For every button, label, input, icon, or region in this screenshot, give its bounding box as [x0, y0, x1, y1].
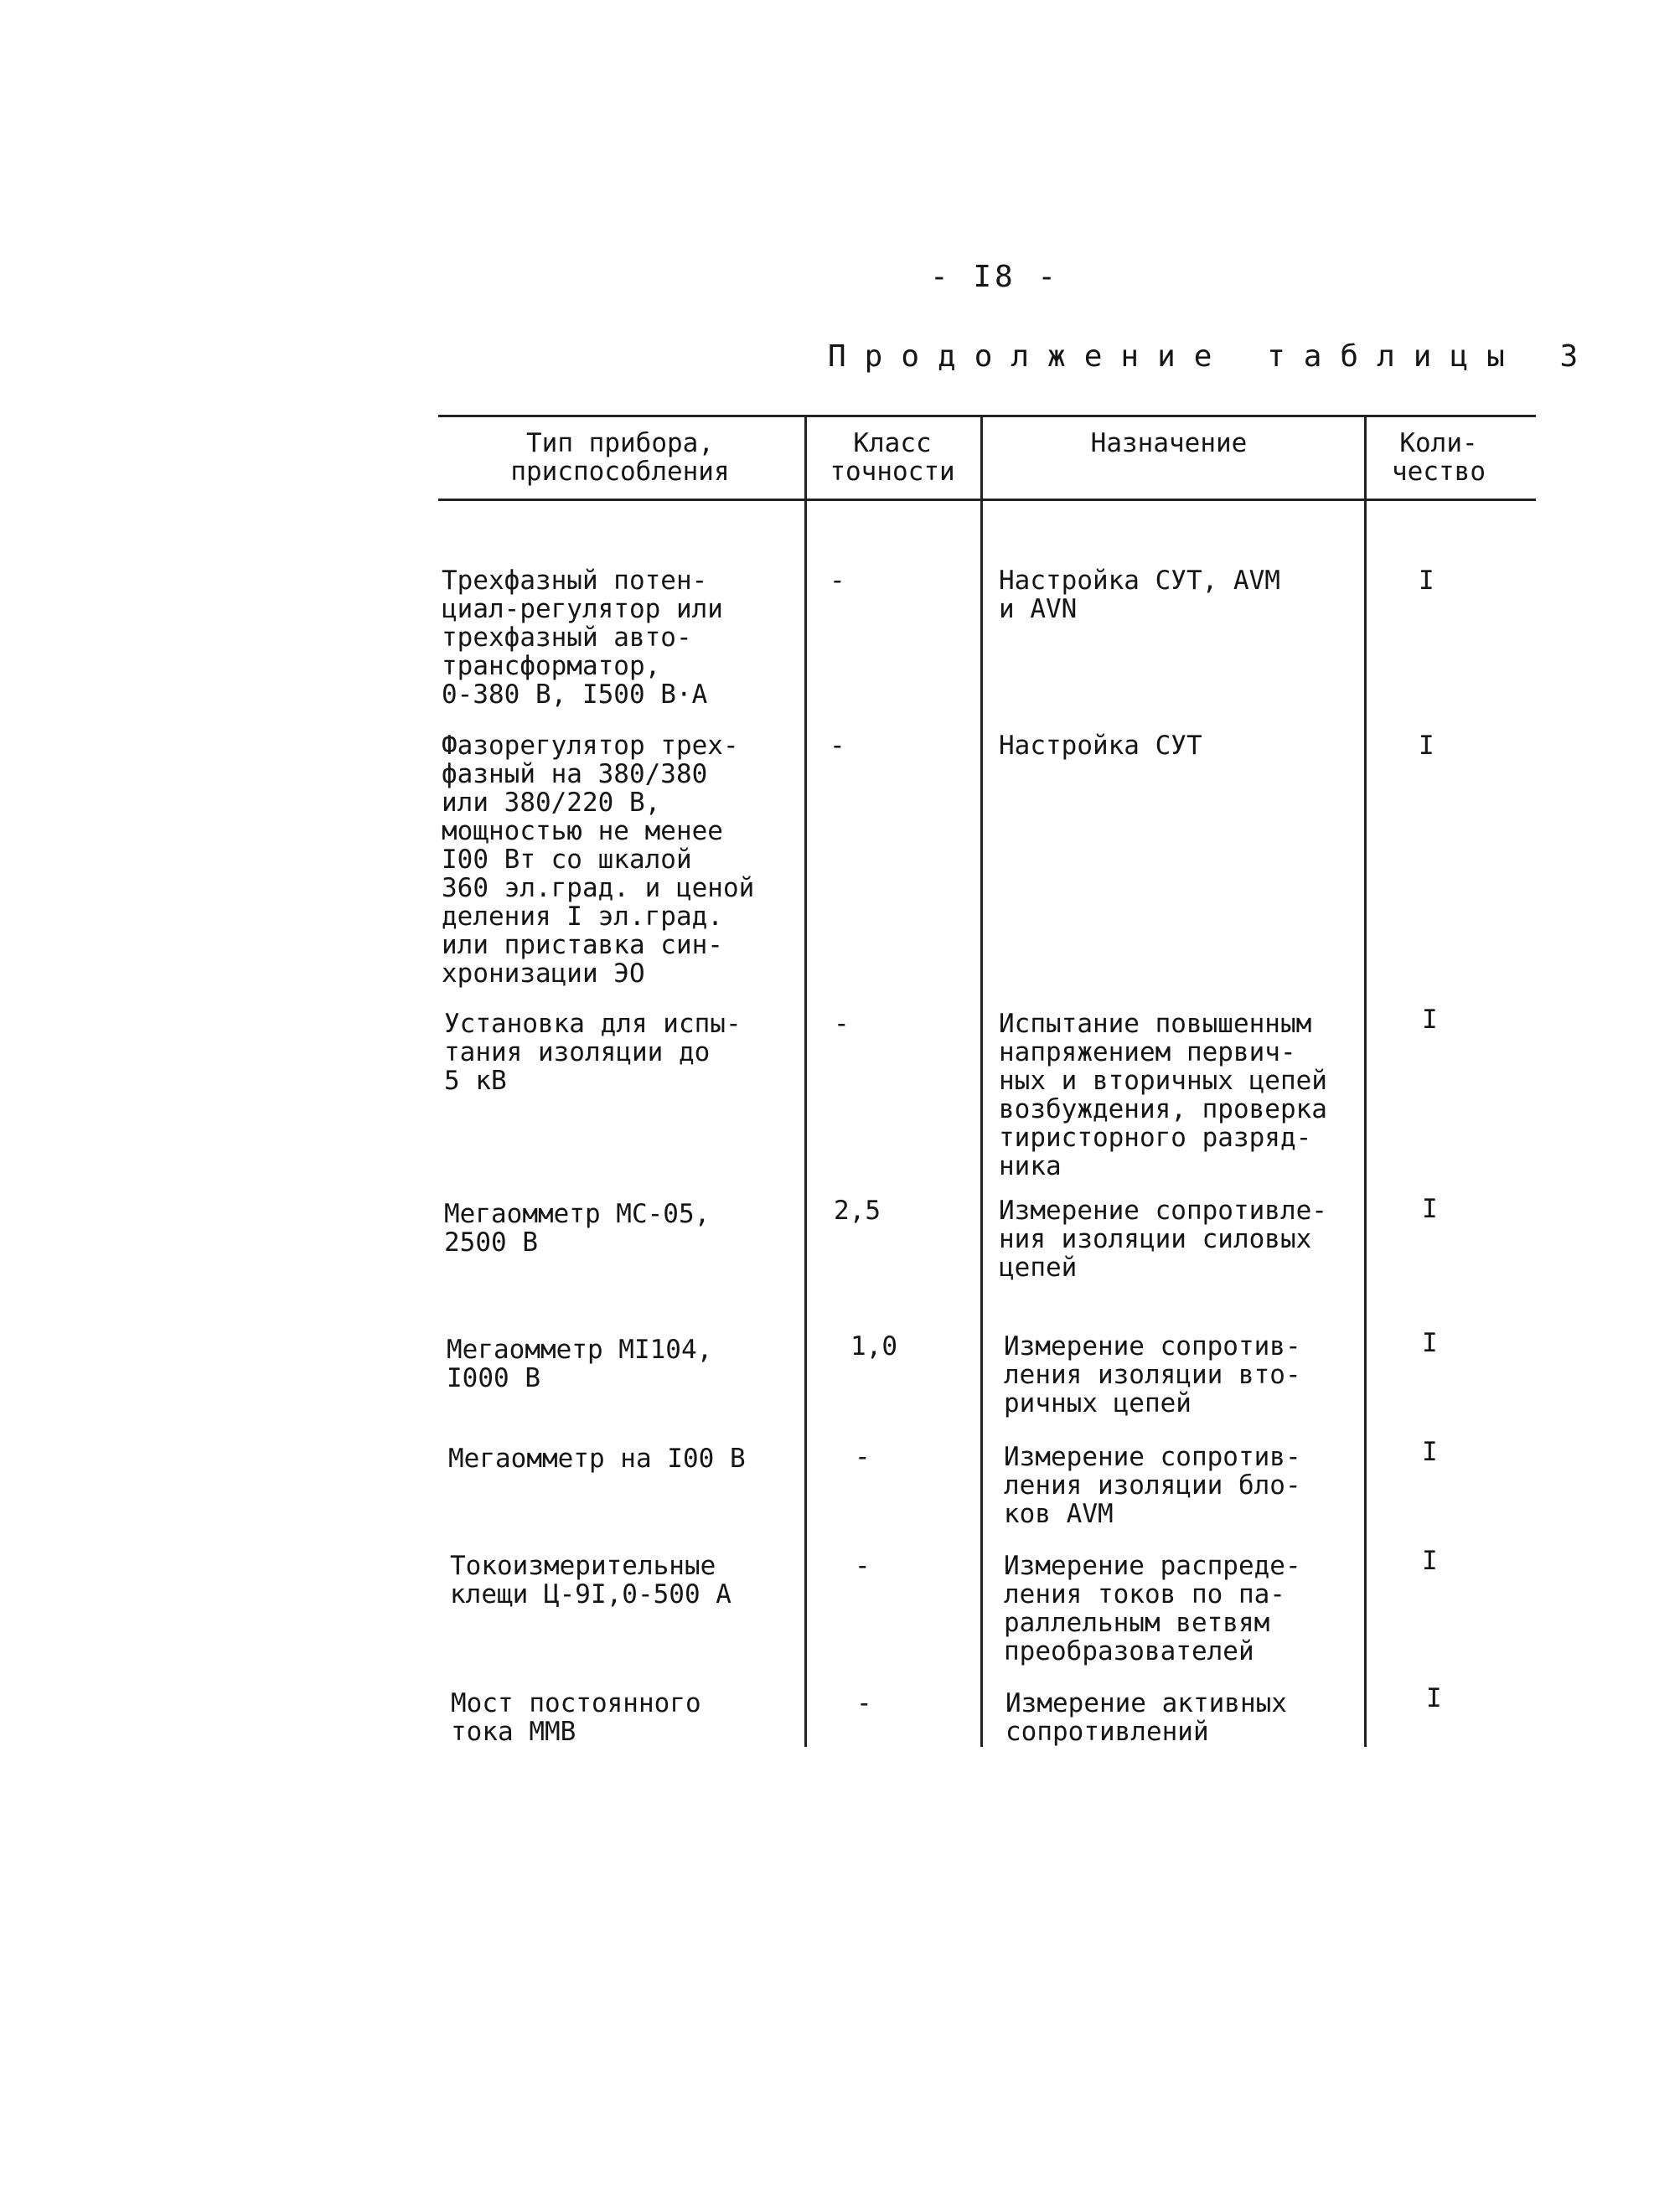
row-6-type: Мегаомметр на I00 В — [448, 1444, 746, 1474]
page-number: - I8 - — [930, 260, 1060, 294]
row-1-purpose: Настройка СУТ, АVМ и АVN — [999, 566, 1280, 624]
row-7-type: Токоизмерительные клещи Ц-9I,0-500 А — [450, 1551, 731, 1610]
row-2-accuracy: - — [830, 731, 845, 761]
row-7-accuracy: - — [855, 1551, 871, 1581]
row-5-accuracy: 1,0 — [850, 1331, 897, 1362]
row-5-type: Мегаомметр МI104, I000 В — [447, 1335, 713, 1393]
row-8-quantity: I — [1426, 1683, 1442, 1713]
row-5-quantity: I — [1422, 1328, 1438, 1358]
row-3-type: Установка для испы- тания изоляции до 5 кВ — [444, 1009, 742, 1096]
table-header-rule — [438, 499, 1536, 501]
row-4-quantity: I — [1422, 1194, 1438, 1224]
row-2-quantity: I — [1419, 731, 1434, 761]
row-4-purpose: Измерение сопротивле- ния изоляции силовых цепей — [999, 1196, 1327, 1283]
row-5-purpose: Измерение сопротив- ления изоляции вто- ричных цепей — [1004, 1331, 1301, 1418]
row-3-purpose: Испытание повышенным напряжением первич- ных и вторичных цепей возбуждения, проверка тиристорного разряд- ника — [999, 1009, 1327, 1181]
header-purpose: Назначение — [1090, 428, 1248, 458]
row-8-purpose: Измерение активных сопротивлений — [1005, 1688, 1287, 1747]
header-accuracy: Класс точности — [830, 428, 955, 487]
header-quantity: Коли- чество — [1392, 428, 1486, 487]
row-7-quantity: I — [1422, 1546, 1438, 1576]
row-2-purpose: Настройка СУТ — [999, 731, 1202, 761]
row-4-accuracy: 2,5 — [834, 1196, 881, 1226]
row-6-accuracy: - — [855, 1442, 871, 1472]
header-type: Тип прибора, приспособления — [510, 428, 730, 487]
row-4-type: Мегаомметр МС-05, 2500 В — [444, 1199, 711, 1258]
row-8-accuracy: - — [856, 1688, 872, 1718]
row-8-type: Мост постоянного тока ММВ — [451, 1688, 701, 1747]
row-3-accuracy: - — [834, 1009, 850, 1039]
column-divider-3 — [1364, 416, 1367, 1747]
row-7-purpose: Измерение распреде- ления токов по па- раллельным ветвям преобразователей — [1004, 1551, 1301, 1666]
row-3-quantity: I — [1422, 1005, 1438, 1035]
column-divider-1 — [804, 416, 807, 1747]
row-1-accuracy: - — [830, 566, 845, 596]
row-2-type: Фазорегулятор трех- фазный на 380/380 или 380/220 В, мощностью не менее I00 Вт со шкалой 360 эл.град. и ценой деления I эл.град. или приставка син- хронизации ЭО — [442, 731, 755, 989]
row-6-quantity: I — [1422, 1437, 1438, 1467]
row-1-quantity: I — [1419, 566, 1434, 596]
row-6-purpose: Измерение сопротив- ления изоляции бло- ков АVМ — [1004, 1442, 1301, 1529]
row-1-type: Трехфазный потен- циал-регулятор или трехфазный авто- трансформатор, 0-380 В, I500 В·А — [442, 566, 723, 710]
table-caption: Продолжение таблицы 3 — [828, 339, 1597, 374]
table-top-rule — [438, 415, 1536, 417]
column-divider-2 — [980, 416, 983, 1747]
